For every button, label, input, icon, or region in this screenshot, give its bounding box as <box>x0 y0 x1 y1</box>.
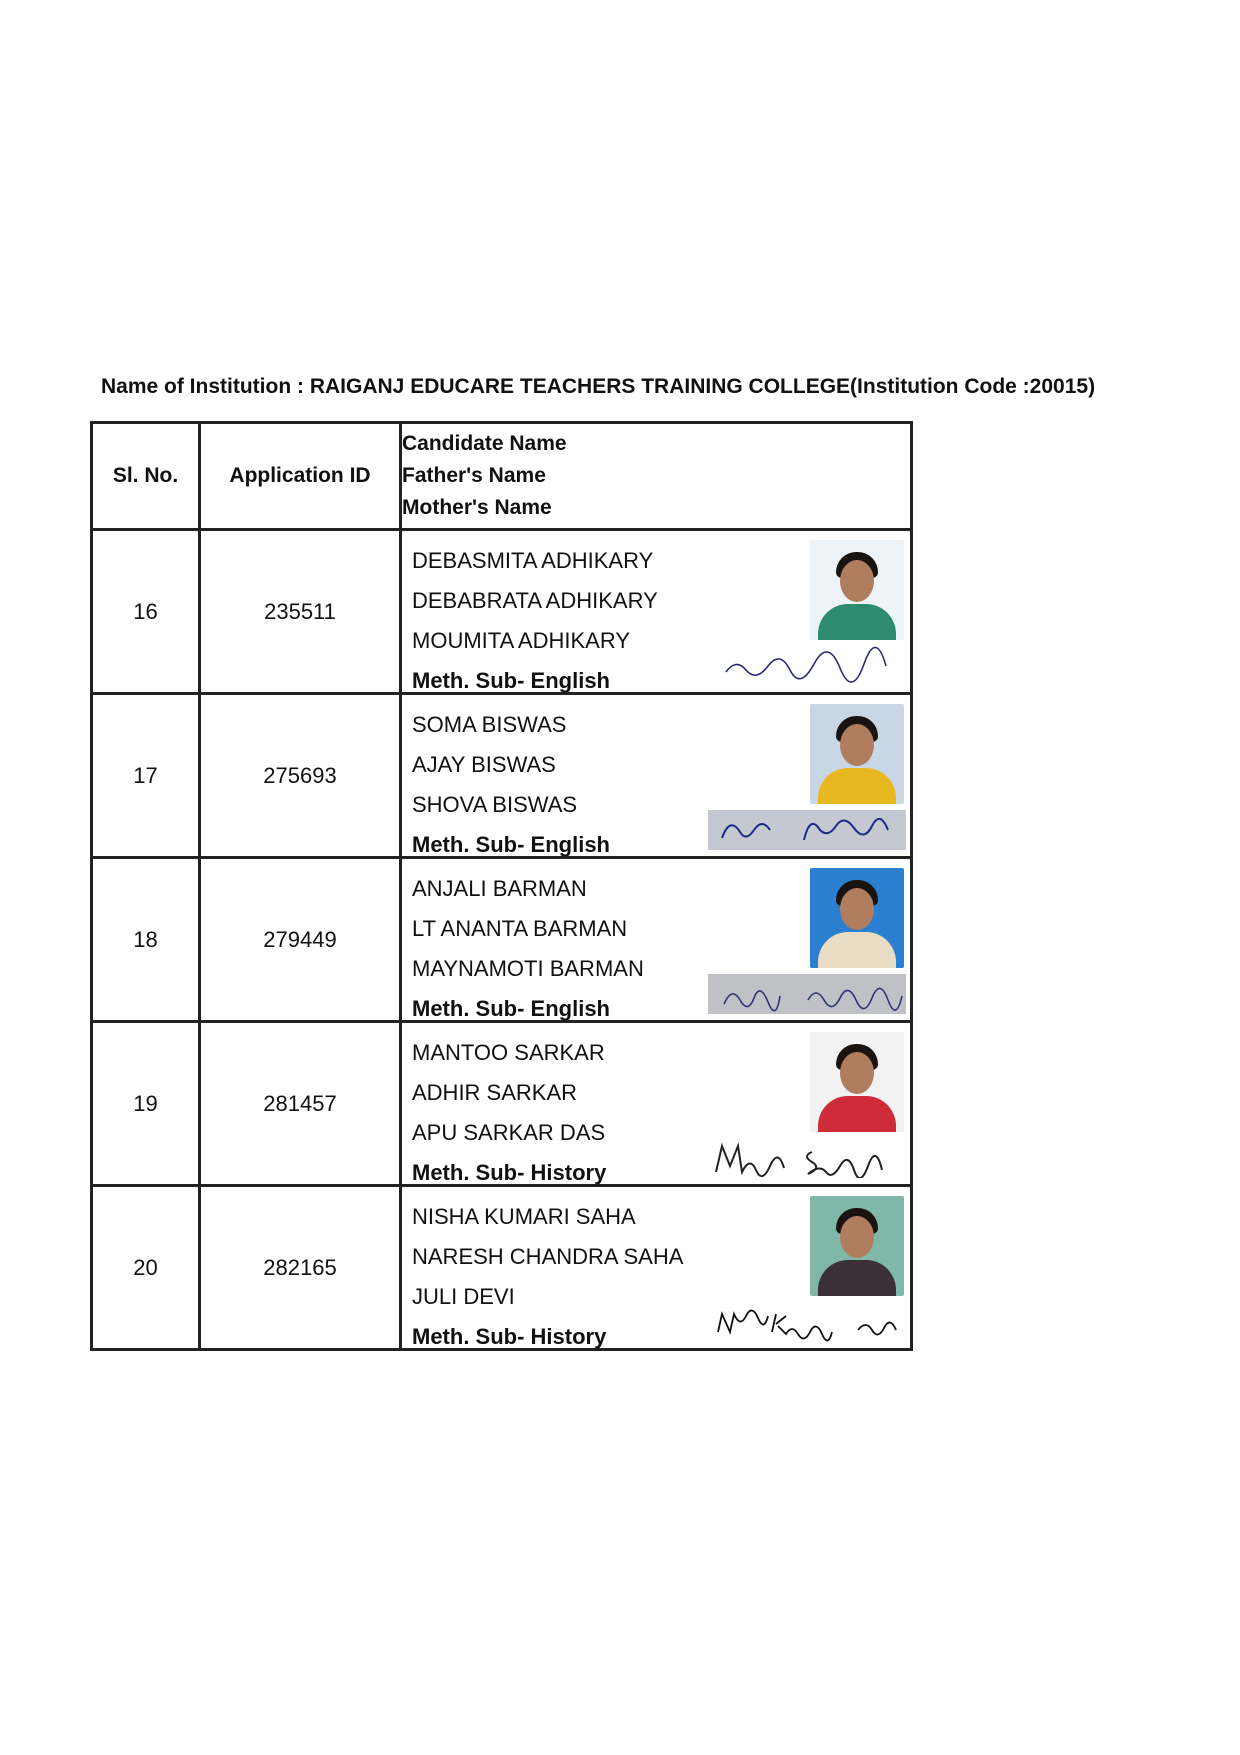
candidate-signature <box>708 974 906 1014</box>
candidate-detail-cell <box>401 530 912 694</box>
candidate-name: MANTOO SARKAR <box>412 1040 605 1065</box>
candidate-name: SOMA BISWAS <box>412 712 567 737</box>
candidate-detail-cell <box>401 858 912 1022</box>
header-mother-name: Mother's Name <box>402 496 552 519</box>
sl-no-cell: 20 <box>92 1186 200 1350</box>
mother-name: APU SARKAR DAS <box>412 1120 606 1145</box>
father-name: LT ANANTA BARMAN <box>412 916 628 941</box>
candidate-photo <box>810 1032 904 1132</box>
mother-name: MAYNAMOTI BARMAN <box>412 956 644 981</box>
application-id-cell: 279449 <box>200 858 401 1022</box>
candidate-detail-cell <box>401 1186 912 1350</box>
table-row <box>92 1186 912 1350</box>
candidate-detail-cell <box>401 694 912 858</box>
photo-body-shape <box>818 768 896 804</box>
candidate-signature <box>708 1302 906 1342</box>
candidate-table <box>90 421 913 1351</box>
candidate-photo <box>810 1196 904 1296</box>
method-subject: Meth. Sub- English <box>412 996 610 1021</box>
candidate-signature <box>708 810 906 850</box>
table-row <box>92 1022 912 1186</box>
application-id-cell: 281457 <box>200 1022 401 1186</box>
photo-face-shape <box>840 560 874 602</box>
application-id-cell: 275693 <box>200 694 401 858</box>
header-sl-no: Sl. No. <box>92 423 200 530</box>
candidate-photo <box>810 540 904 640</box>
candidate-name: NISHA KUMARI SAHA <box>412 1204 636 1229</box>
candidate-signature <box>708 646 906 686</box>
table-header-row <box>92 423 912 530</box>
institution-name: RAIGANJ EDUCARE TEACHERS TRAINING COLLEGE(Institution Code :20015) <box>309 375 1096 398</box>
method-subject: Meth. Sub- History <box>412 1160 607 1185</box>
sl-no-cell: 18 <box>92 858 200 1022</box>
candidate-name: DEBASMITA ADHIKARY <box>412 548 654 573</box>
candidate-detail-cell <box>401 1022 912 1186</box>
method-subject: Meth. Sub- History <box>412 1324 607 1349</box>
institution-label: Name of Institution : <box>101 375 304 398</box>
photo-face-shape <box>840 1052 874 1094</box>
photo-body-shape <box>818 1096 896 1132</box>
photo-face-shape <box>840 888 874 930</box>
mother-name: JULI DEVI <box>412 1284 515 1309</box>
application-id-cell: 235511 <box>200 530 401 694</box>
photo-face-shape <box>840 1216 874 1258</box>
father-name: ADHIR SARKAR <box>412 1080 578 1105</box>
candidate-signature <box>708 1138 906 1178</box>
header-application-id: Application ID <box>200 423 401 530</box>
mother-name: MOUMITA ADHIKARY <box>412 628 631 653</box>
photo-body-shape <box>818 932 896 968</box>
candidate-photo <box>810 704 904 804</box>
header-candidate-name: Candidate Name <box>402 432 567 455</box>
sl-no-cell: 19 <box>92 1022 200 1186</box>
candidate-photo <box>810 868 904 968</box>
method-subject: Meth. Sub- English <box>412 668 610 693</box>
father-name: NARESH CHANDRA SAHA <box>412 1244 684 1269</box>
application-id-cell: 282165 <box>200 1186 401 1350</box>
institution-heading <box>101 375 1201 399</box>
table-row <box>92 694 912 858</box>
header-names <box>401 423 912 530</box>
father-name: DEBABRATA ADHIKARY <box>412 588 658 613</box>
photo-face-shape <box>840 724 874 766</box>
table-row <box>92 530 912 694</box>
table-row <box>92 858 912 1022</box>
candidate-name: ANJALI BARMAN <box>412 876 587 901</box>
photo-body-shape <box>818 1260 896 1296</box>
father-name: AJAY BISWAS <box>412 752 556 777</box>
method-subject: Meth. Sub- English <box>412 832 610 857</box>
mother-name: SHOVA BISWAS <box>412 792 578 817</box>
photo-body-shape <box>818 604 896 640</box>
sl-no-cell: 17 <box>92 694 200 858</box>
header-father-name: Father's Name <box>402 464 546 487</box>
sl-no-cell: 16 <box>92 530 200 694</box>
